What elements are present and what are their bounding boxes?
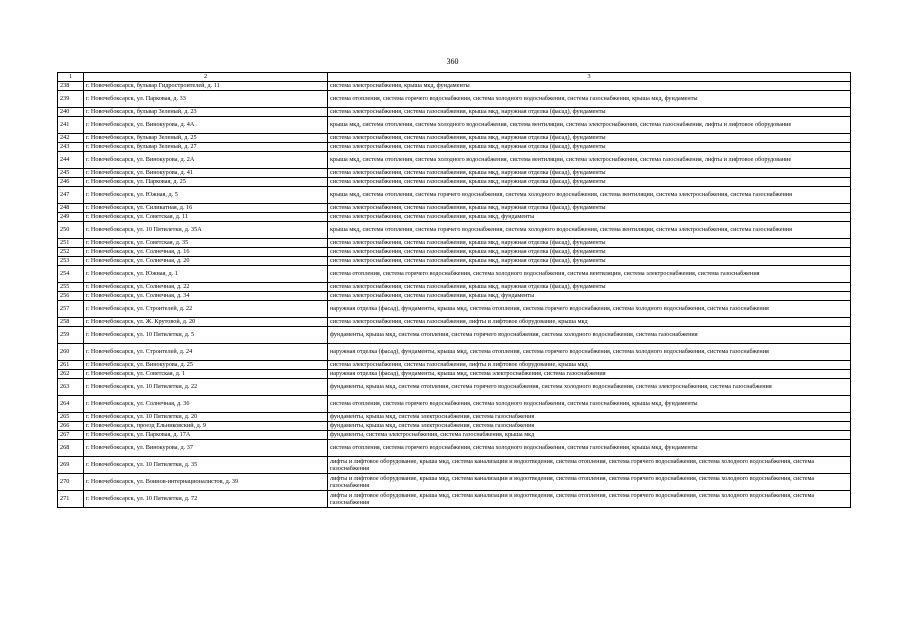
row-number-cell: 243 [58,143,84,152]
row-number-cell: 244 [58,152,84,169]
row-number-cell: 239 [58,91,84,108]
works-cell: крыша мкд, система отопления, система горячего водоснабжения, система холодного водоснабжения, система вентиляции, система электроснабжения, система газоснабжения [328,187,851,204]
row-number-cell: 242 [58,134,84,143]
row-number-cell: 238 [58,82,84,91]
address-cell: г. Новочебоксарск, ул. 10 Пятилетки, д. 35 [84,457,328,474]
works-cell: система электроснабжения, система газоснабжения, лифты и лифтовое оборудование, крыша мкд [328,361,851,370]
address-cell: г. Новочебоксарск, ул. Винокурова, д. 4А [84,117,328,134]
table-row [58,491,851,508]
works-cell: наружная отделка (фасад), фундаменты, крыша мкд, система отопления, система горячего водоснабжения, система холодного водоснабжения, система газоснабжения [328,344,851,361]
works-cell: фундаменты, крыша мкд, система электроснабжения, система газоснабжения [328,422,851,431]
table-row [58,474,851,491]
works-cell: система электроснабжения, система газоснабжения, крыша мкд, наружная отделка (фасад), фундаменты [328,248,851,257]
works-cell: фундаменты, крыша мкд, система отопления, система горячего водоснабжения, система холодного водоснабжения, система газоснабжения [328,327,851,344]
address-cell: г. Новочебоксарск, ул. 10 Пятилетки, д. 20 [84,413,328,422]
works-cell: система электроснабжения, система газоснабжения, крыша мкд, наружная отделка (фасад), фундаменты [328,257,851,266]
row-number-cell: 257 [58,301,84,318]
row-number-cell: 271 [58,491,84,508]
address-cell: г. Новочебоксарск, бульвар Зеленый, д. 25 [84,134,328,143]
table-row [58,301,851,318]
table-row [58,117,851,134]
works-cell: система электроснабжения, система газоснабжения, крыша мкд, наружная отделка (фасад), фундаменты [328,143,851,152]
table-row [58,344,851,361]
buildings-table [57,72,851,508]
row-number-cell: 261 [58,361,84,370]
address-cell: г. Новочебоксарск, ул. Парковая, д. 33 [84,91,328,108]
works-cell: лифты и лифтовое оборудование, крыша мкд, система канализации и водоотведения, система отопления, система горячего водоснабжения, система холодного водоснабжения, система газоснабжения [328,457,851,474]
works-cell: система электроснабжения, система газоснабжения, крыша мкд, фундаменты [328,213,851,222]
table-row [58,431,851,440]
address-cell: г. Новочебоксарск, ул. Строителей, д. 22 [84,301,328,318]
table-row [58,422,851,431]
row-number-cell: 266 [58,422,84,431]
works-cell: фундаменты, система электроснабжения, система газоснабжения, крыша мкд [328,431,851,440]
row-number-cell: 265 [58,413,84,422]
address-cell: г. Новочебоксарск, ул. Южная, д. 1 [84,266,328,283]
address-cell: г. Новочебоксарск, ул. Ж. Крутовой, д. 20 [84,318,328,327]
works-cell: система электроснабжения, система газоснабжения, крыша мкд, наружная отделка (фасад), фундаменты [328,239,851,248]
table-row [58,396,851,413]
row-number-cell: 262 [58,370,84,379]
address-cell: г. Новочебоксарск, бульвар Гидростроителей, д. 11 [84,82,328,91]
row-number-cell: 246 [58,178,84,187]
address-cell: г. Новочебоксарск, ул. Солнечная, д. 36 [84,396,328,413]
table-row [58,292,851,301]
address-cell: г. Новочебоксарск, ул. Воинов-интернационалистов, д. 39 [84,474,328,491]
table-row [58,108,851,117]
address-cell: г. Новочебоксарск, ул. Южная, д. 5 [84,187,328,204]
row-number-cell: 260 [58,344,84,361]
table-row [58,143,851,152]
table-row [58,283,851,292]
works-cell: система электроснабжения, система газоснабжения, крыша мкд, наружная отделка (фасад), фундаменты [328,108,851,117]
works-cell: система электроснабжения, крыша мкд, фундаменты [328,82,851,91]
row-number-cell: 252 [58,248,84,257]
address-cell: г. Новочебоксарск, ул. 10 Пятилетки, д. 72 [84,491,328,508]
table-row [58,91,851,108]
address-cell: г. Новочебоксарск, ул. Солнечная, д. 16 [84,248,328,257]
table-header-row [58,73,851,82]
address-cell: г. Новочебоксарск, проезд Ельниковский, д. 9 [84,422,328,431]
table-row [58,82,851,91]
row-number-cell: 254 [58,266,84,283]
table-row [58,457,851,474]
row-number-cell: 245 [58,169,84,178]
row-number-cell: 269 [58,457,84,474]
works-cell: система отопления, система горячего водоснабжения, система холодного водоснабжения, система газоснабжения, крыша мкд, фундаменты [328,440,851,457]
address-cell: г. Новочебоксарск, ул. Солнечная, д. 20 [84,257,328,266]
works-cell: система электроснабжения, система газоснабжения, крыша мкд, наружная отделка (фасад), фундаменты [328,204,851,213]
address-cell: г. Новочебоксарск, ул. Винокурова, д. 37 [84,440,328,457]
address-cell: г. Новочебоксарск, ул. Парковая, д. 17А [84,431,328,440]
table-row [58,440,851,457]
table-row [58,187,851,204]
column-header-works: 3 [328,73,851,82]
works-cell: крыша мкд, система отопления, система горячего водоснабжения, система холодного водоснабжения, система вентиляции, система электроснабжения, система газоснабжения [328,222,851,239]
table-row [58,257,851,266]
address-cell: г. Новочебоксарск, бульвар Зеленый, д. 27 [84,143,328,152]
works-cell: крыша мкд, система отопления, система холодного водоснабжения, система вентиляции, система электроснабжения, система газоснабжения, лифты и лифтовое оборудование [328,152,851,169]
address-cell: г. Новочебоксарск, ул. 10 Пятилетки, д. 35А [84,222,328,239]
address-cell: г. Новочебоксарск, ул. Силикатная, д. 16 [84,204,328,213]
works-cell: система электроснабжения, система газоснабжения, крыша мкд, наружная отделка (фасад), фундаменты [328,283,851,292]
works-cell: система электроснабжения, система газоснабжения, крыша мкд, наружная отделка (фасад), фундаменты [328,134,851,143]
works-cell: система электроснабжения, система газоснабжения, крыша мкд, наружная отделка (фасад), фундаменты [328,178,851,187]
table-row [58,222,851,239]
works-cell: фундаменты, крыша мкд, система электроснабжения, система газоснабжения [328,413,851,422]
row-number-cell: 256 [58,292,84,301]
works-cell: крыша мкд, система отопления, система холодного водоснабжения, система вентиляции, система электроснабжения, система газоснабжения, лифты и лифтовое оборудование [328,117,851,134]
table-row [58,213,851,222]
row-number-cell: 249 [58,213,84,222]
works-cell: наружная отделка (фасад), фундаменты, крыша мкд, система электроснабжения, система газоснабжения [328,370,851,379]
works-cell: система отопления, система горячего водоснабжения, система холодного водоснабжения, система газоснабжения, крыша мкд, фундаменты [328,396,851,413]
table-row [58,204,851,213]
row-number-cell: 251 [58,239,84,248]
works-cell: лифты и лифтовое оборудование, крыша мкд, система канализации и водоотведения, система отопления, система горячего водоснабжения, система холодного водоснабжения, система газоснабжения [328,474,851,491]
row-number-cell: 263 [58,379,84,396]
table-row [58,169,851,178]
table-row [58,134,851,143]
address-cell: г. Новочебоксарск, ул. 10 Пятилетки, д. 22 [84,379,328,396]
works-cell: лифты и лифтовое оборудование, крыша мкд, система канализации и водоотведения, система отопления, система горячего водоснабжения, система холодного водоснабжения, система газоснабжения [328,491,851,508]
works-cell: система отопления, система горячего водоснабжения, система холодного водоснабжения, система вентиляции, система электроснабжения, система газоснабжения [328,266,851,283]
address-cell: г. Новочебоксарск, ул. Солнечная, д. 22 [84,283,328,292]
works-cell: система электроснабжения, система газоснабжения, лифты и лифтовое оборудование, крыша мкд [328,318,851,327]
works-cell: система электроснабжения, система газоснабжения, крыша мкд, наружная отделка (фасад), фундаменты [328,169,851,178]
address-cell: г. Новочебоксарск, ул. Советская, д. 11 [84,213,328,222]
column-header-number: 1 [58,73,84,82]
works-cell: наружная отделка (фасад), фундаменты, крыша мкд, система отопления, система горячего водоснабжения, система холодного водоснабжения, система газоснабжения [328,301,851,318]
table-row [58,361,851,370]
page-number: 360 [446,57,459,66]
address-cell: г. Новочебоксарск, ул. Советская, д. 1 [84,370,328,379]
address-cell: г. Новочебоксарск, ул. Винокурова, д. 2А [84,152,328,169]
row-number-cell: 259 [58,327,84,344]
address-cell: г. Новочебоксарск, ул. Советская, д. 35 [84,239,328,248]
works-cell: фундаменты, крыша мкд, система отопления, система горячего водоснабжения, система холодного водоснабжения, система электроснабжения, система газоснабжения [328,379,851,396]
address-cell: г. Новочебоксарск, ул. 10 Пятилетки, д. 5 [84,327,328,344]
table-row [58,327,851,344]
address-cell: г. Новочебоксарск, ул. Строителей, д. 24 [84,344,328,361]
table-body [58,73,851,508]
row-number-cell: 250 [58,222,84,239]
row-number-cell: 258 [58,318,84,327]
table-row [58,266,851,283]
address-cell: г. Новочебоксарск, ул. Винокурова, д. 25 [84,361,328,370]
column-header-address: 2 [84,73,328,82]
row-number-cell: 248 [58,204,84,213]
address-cell: г. Новочебоксарск, ул. Парковая, д. 25 [84,178,328,187]
row-number-cell: 267 [58,431,84,440]
row-number-cell: 270 [58,474,84,491]
table-row [58,248,851,257]
row-number-cell: 264 [58,396,84,413]
row-number-cell: 241 [58,117,84,134]
address-cell: г. Новочебоксарск, ул. Винокурова, д. 41 [84,169,328,178]
row-number-cell: 247 [58,187,84,204]
table-row [58,239,851,248]
table-row [58,178,851,187]
table-row [58,318,851,327]
row-number-cell: 240 [58,108,84,117]
table-row [58,370,851,379]
address-cell: г. Новочебоксарск, ул. Солнечная, д. 34 [84,292,328,301]
row-number-cell: 253 [58,257,84,266]
table-row [58,379,851,396]
table-row [58,413,851,422]
table-row [58,152,851,169]
row-number-cell: 268 [58,440,84,457]
works-cell: система электроснабжения, система газоснабжения, крыша мкд, фундаменты [328,292,851,301]
address-cell: г. Новочебоксарск, бульвар Зеленый, д. 23 [84,108,328,117]
works-cell: система отопления, система горячего водоснабжения, система холодного водоснабжения, система газоснабжения, крыша мкд, фундаменты [328,91,851,108]
row-number-cell: 255 [58,283,84,292]
